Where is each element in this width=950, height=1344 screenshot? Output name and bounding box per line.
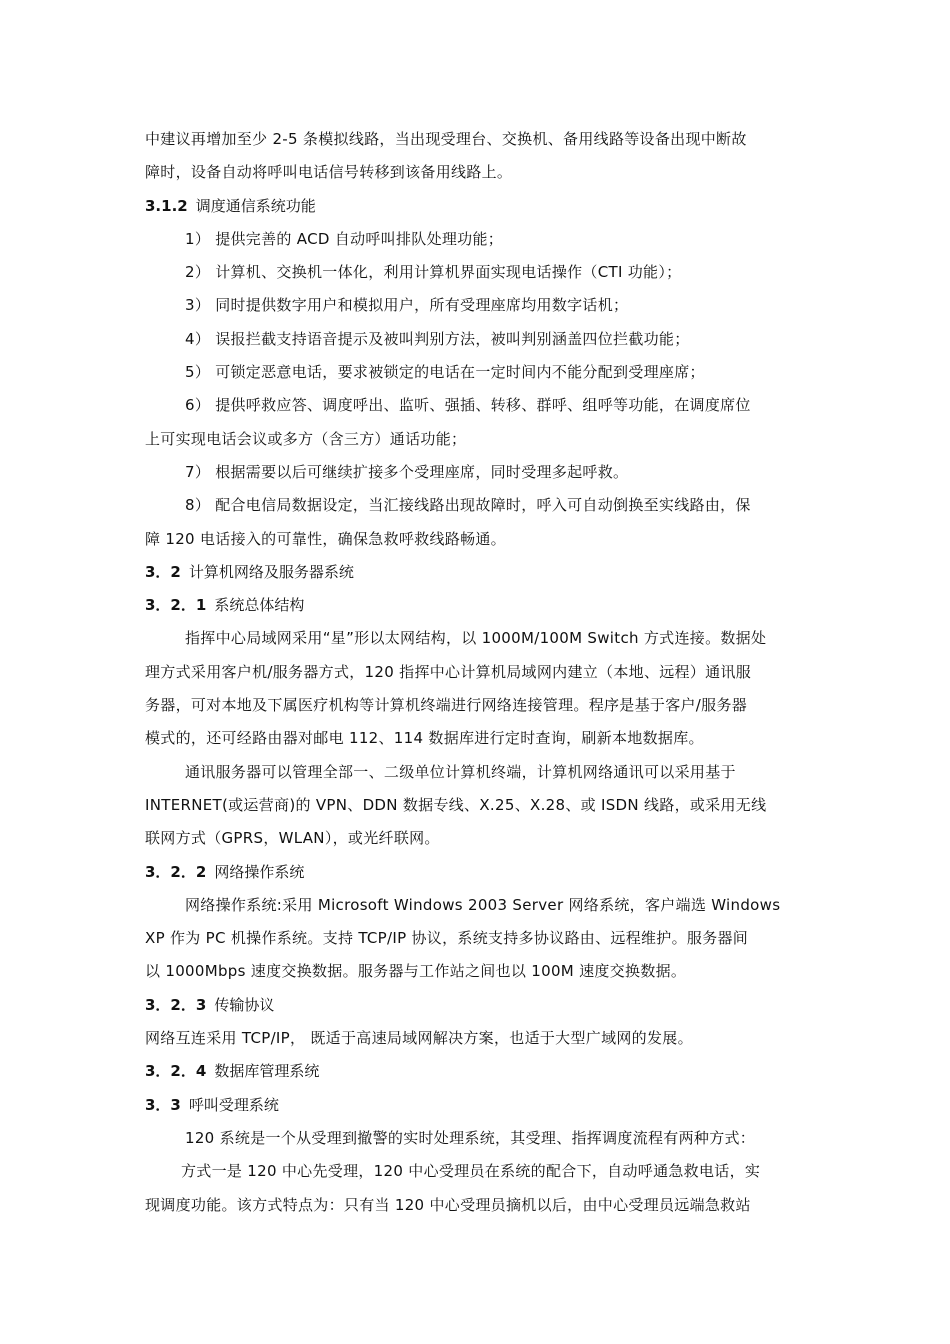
text-line: 3） 同时提供数字用户和模拟用户，所有受理座席均用数字话机； (185, 296, 629, 315)
text-line: 现调度功能。该方式特点为：只有当 120 中心受理员摘机以后，由中心受理员远端急救站 (145, 1195, 751, 1214)
section-number: 3．2．1 (145, 596, 207, 615)
text-line: 障 120 电话接入的可靠性，确保急救呼救线路畅通。 (145, 529, 506, 548)
text-line: 模式的，还可经路由器对邮电 112、114 数据库进行定时查询，刷新本地数据库。 (145, 729, 704, 748)
text-line: 4） 误报拦截支持语音提示及被叫判别方法，被叫判别涵盖四位拦截功能； (185, 329, 690, 348)
text-line: 以 1000Mbps 速度交换数据。服务器与工作站之间也以 100M 速度交换数据。 (145, 962, 687, 981)
section-title: 传输协议 (214, 995, 275, 1014)
text-line: 8） 配合电信局数据设定，当汇接线路出现故障时，呼入可自动倒换至实线路由，保 (185, 496, 751, 515)
section-number: 3．2．2 (145, 862, 207, 881)
text-line: 1） 提供完善的 ACD 自动呼叫排队处理功能； (185, 229, 504, 248)
text-line: 上可实现电话会议或多方（含三方）通话功能； (145, 429, 467, 448)
section-title: 呼叫受理系统 (188, 1095, 279, 1114)
section-number: 3．2 (145, 562, 181, 581)
text-line: 网络操作系统:采用 Microsoft Windows 2003 Server 网络系统，客户端选 Windows (185, 895, 781, 914)
text-line: 5） 可锁定恶意电话，要求被锁定的电话在一定时间内不能分配到受理座席； (185, 363, 705, 382)
section-title: 系统总体结构 (214, 596, 305, 615)
text-line: 7） 根据需要以后可继续扩接多个受理座席，同时受理多起呼救。 (185, 462, 629, 481)
section-title: 调度通信系统功能 (195, 196, 316, 215)
text-line: 2） 计算机、交换机一体化，利用计算机界面实现电话操作（CTI 功能）； (185, 263, 682, 282)
text-line: 方式一是 120 中心先受理，120 中心受理员在系统的配合下，自动呼通急救电话，实 (181, 1162, 761, 1181)
text-line: 6） 提供呼救应答、调度呼出、监听、强插、转移、群呼、组呼等功能，在调度席位 (185, 396, 751, 415)
text-line: XP 作为 PC 机操作系统。支持 TCP/IP 协议，系统支持多协议路由、远程维护。服务器间 (145, 929, 749, 948)
section-heading (145, 989, 810, 1022)
section-heading (145, 190, 810, 223)
text-line: INTERNET(或运营商)的 VPN、DDN 数据专线、X.25、X.28、或 ISDN 线路，或采用无线 (145, 795, 767, 814)
text-line: 中建议再增加至少 2-5 条模拟线路，当出现受理台、交换机、备用线路等设备出现中断故 (145, 130, 747, 148)
section-heading (145, 856, 810, 889)
text-line: 理方式采用客户机/服务器方式，120 指挥中心计算机局域网内建立（本地、远程）通讯服 (145, 662, 752, 681)
section-heading (145, 556, 810, 589)
text-line: 务器，可对本地及下属医疗机构等计算机终端进行网络连接管理。程序是基于客户/服务器 (145, 696, 748, 715)
text-line: 通讯服务器可以管理全部一、二级单位计算机终端，计算机网络通讯可以采用基于 (185, 762, 736, 781)
section-number: 3．3 (145, 1095, 181, 1114)
text-line: 联网方式（GPRS，WLAN），或光纤联网。 (145, 829, 440, 848)
section-number: 3.1.2 (145, 196, 188, 215)
text-line: 网络互连采用 TCP/IP， 既适于高速局域网解决方案，也适于大型广域网的发展。 (145, 1029, 693, 1048)
section-number: 3．2．4 (145, 1062, 207, 1081)
text-line: 指挥中心局域网采用“星”形以太网结构，以 1000M/100M Switch 方式连接。数据处 (185, 629, 767, 648)
text-line: 120 系统是一个从受理到撤警的实时处理系统，其受理、指挥调度流程有两种方式： (185, 1128, 756, 1147)
section-title: 计算机网络及服务器系统 (188, 562, 354, 581)
section-heading (145, 1089, 810, 1122)
section-heading (145, 589, 810, 622)
document-page (145, 123, 810, 1222)
section-title: 数据库管理系统 (214, 1062, 320, 1081)
section-title: 网络操作系统 (214, 862, 305, 881)
section-heading (145, 1055, 810, 1088)
text-line: 障时，设备自动将呼叫电话信号转移到该备用线路上。 (145, 163, 513, 182)
section-number: 3．2．3 (145, 995, 207, 1014)
